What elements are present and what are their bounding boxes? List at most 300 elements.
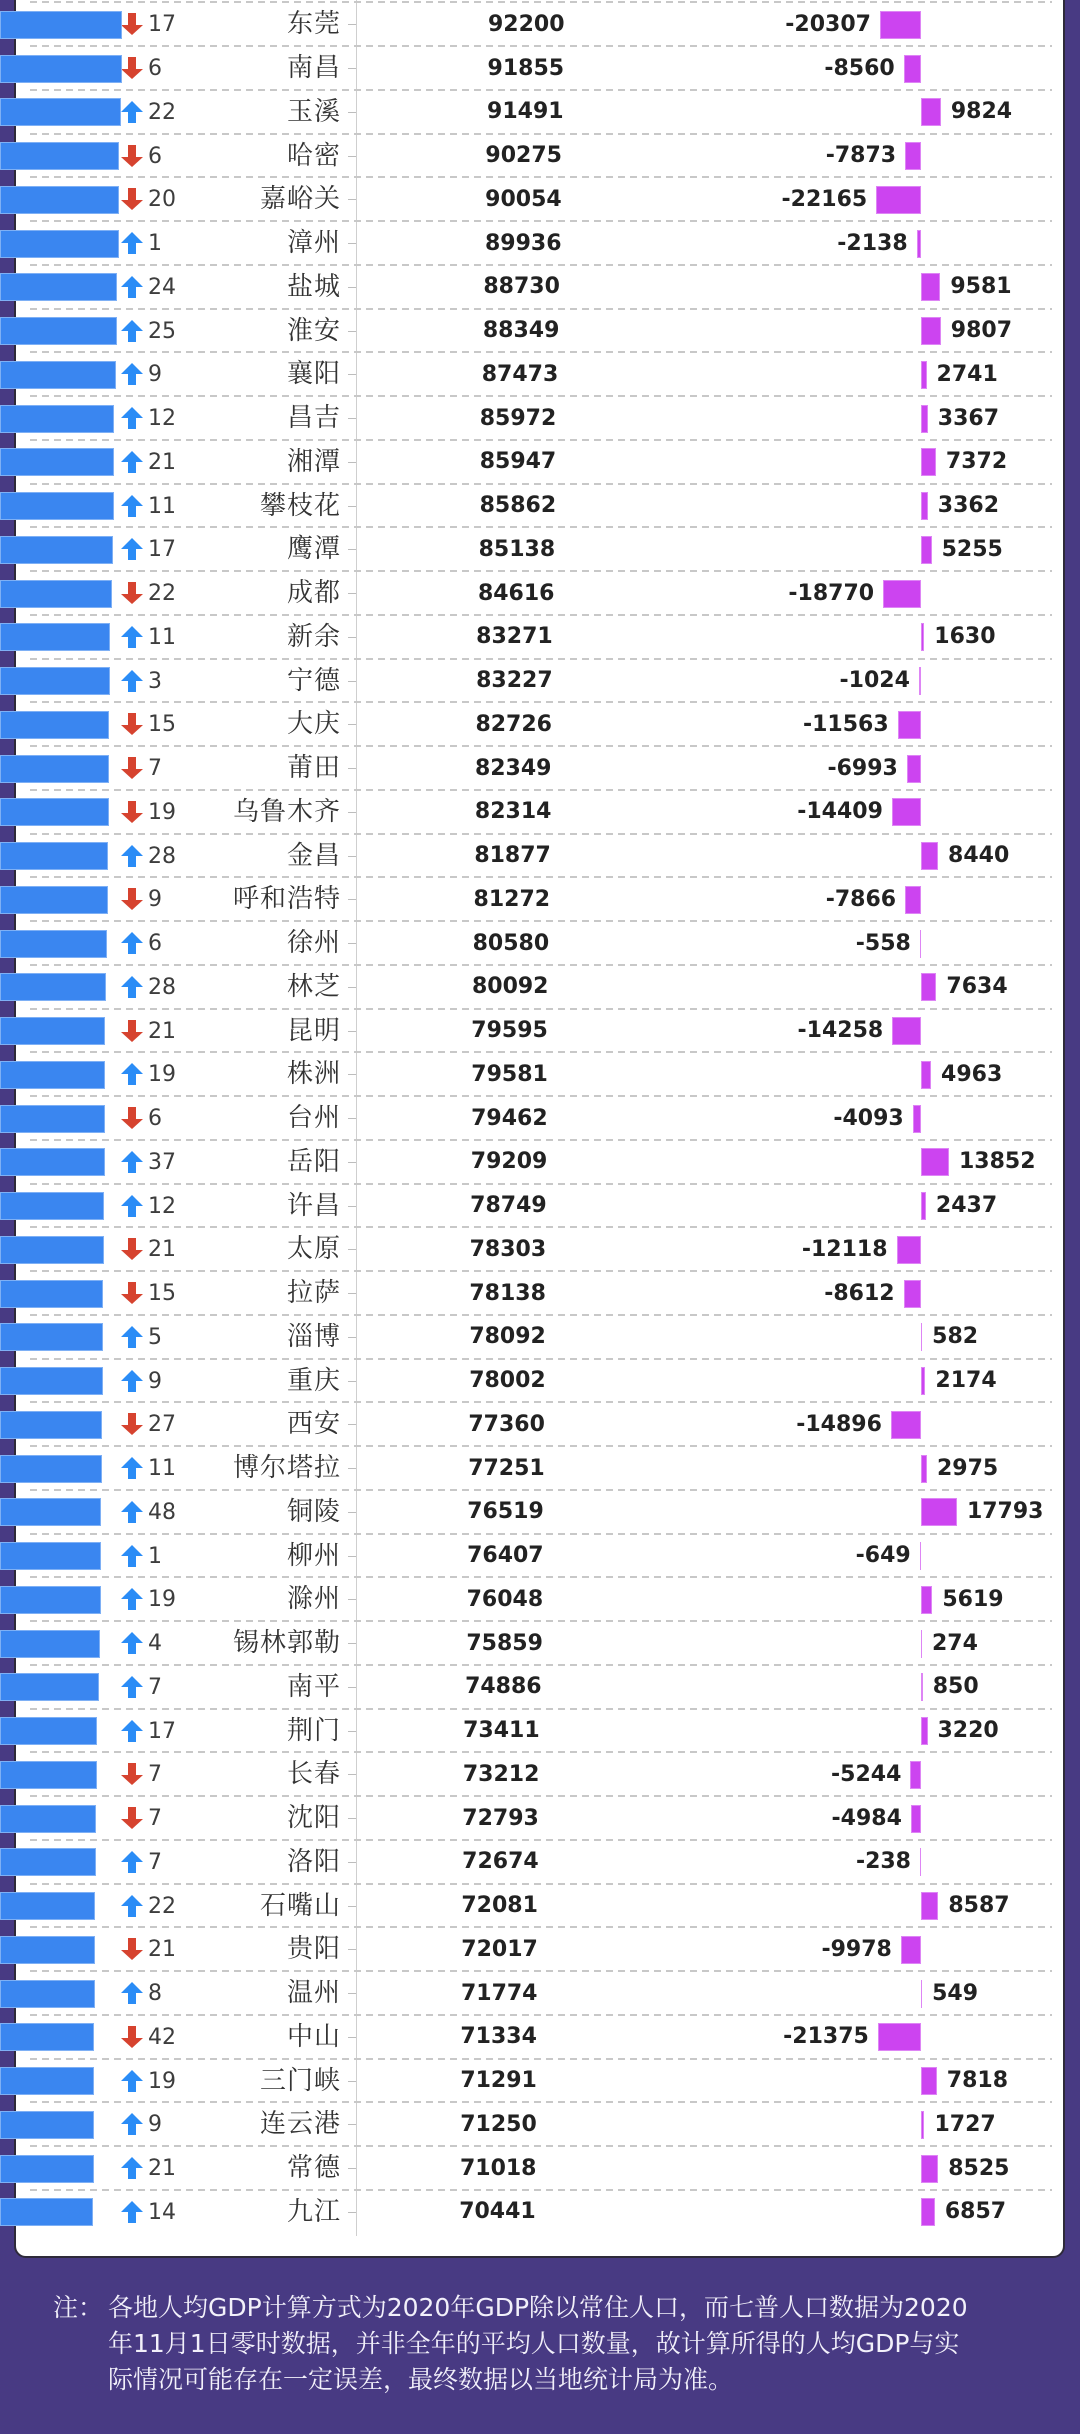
row-separator xyxy=(30,1183,1052,1185)
table-row xyxy=(0,395,1080,439)
rank-change-value: 7 xyxy=(148,1806,162,1831)
axis-tick xyxy=(348,243,356,244)
change-label: 274 xyxy=(932,1630,978,1656)
rank-change-value: 15 xyxy=(148,1281,176,1306)
change-label: 3362 xyxy=(937,493,1000,518)
rank-change-value: 24 xyxy=(148,274,176,300)
change-label: -14896 xyxy=(796,1411,882,1437)
city-name: 嘉峪关 xyxy=(259,184,341,215)
value-bar xyxy=(0,1980,95,2008)
rank-change-value: 15 xyxy=(148,712,176,738)
row-separator xyxy=(30,1883,1052,1885)
city-name: 莆田 xyxy=(286,753,341,783)
change-label: -22165 xyxy=(781,186,868,212)
arrow-down-icon xyxy=(121,1282,143,1304)
axis-tick xyxy=(348,1381,356,1382)
table-row xyxy=(0,1095,1080,1139)
arrow-down-icon xyxy=(121,1807,143,1829)
axis-tick xyxy=(348,418,356,419)
row-separator xyxy=(30,1314,1052,1316)
city-name: 哈密 xyxy=(286,140,341,171)
city-name: 常德 xyxy=(286,2153,341,2183)
value-bar xyxy=(0,1805,96,1833)
change-label: -4984 xyxy=(831,1805,902,1831)
change-bar xyxy=(921,536,932,564)
row-separator xyxy=(30,1533,1052,1535)
value-label: 90275 xyxy=(485,143,562,168)
rank-change-value: 9 xyxy=(148,2112,162,2138)
row-separator xyxy=(30,1751,1052,1753)
change-bar xyxy=(921,1323,922,1351)
axis-tick xyxy=(348,2037,356,2038)
city-name: 连云港 xyxy=(259,2109,341,2140)
row-separator xyxy=(30,1839,1052,1841)
table-row xyxy=(0,1445,1080,1489)
axis-tick xyxy=(348,768,356,769)
axis-tick xyxy=(348,506,356,507)
arrow-up-icon xyxy=(121,1676,143,1698)
table-row xyxy=(0,1008,1080,1052)
arrow-down-icon xyxy=(121,757,143,779)
city-name: 新余 xyxy=(286,621,341,652)
value-label: 74886 xyxy=(465,1674,542,1700)
rank-change-value: 8 xyxy=(148,1981,162,2006)
value-bar xyxy=(0,1498,101,1526)
axis-tick xyxy=(348,1424,356,1425)
change-bar xyxy=(921,1630,922,1658)
city-name: 昆明 xyxy=(286,1015,341,1046)
table-row xyxy=(0,1051,1080,1095)
change-bar xyxy=(921,1148,949,1176)
rank-change-value: 27 xyxy=(148,1412,176,1438)
change-label: 549 xyxy=(932,1980,979,2006)
rank-change-value: 7 xyxy=(148,1762,162,1788)
table-row xyxy=(0,964,1080,1008)
city-name: 淄博 xyxy=(286,1321,341,1352)
table-row xyxy=(0,526,1080,570)
value-label: 78002 xyxy=(469,1368,546,1393)
value-label: 79462 xyxy=(471,1105,548,1131)
arrow-up-icon xyxy=(121,626,143,648)
value-bar xyxy=(0,1105,105,1133)
rank-change-value: 28 xyxy=(148,843,176,869)
footnote-line: 各地人均GDP计算方式为2020年GDP除以常住人口，而七普人口数据为2020 xyxy=(108,2293,968,2322)
city-name: 昌吉 xyxy=(286,403,341,433)
value-label: 71774 xyxy=(460,1980,538,2006)
change-label: -6993 xyxy=(827,755,898,781)
city-name: 金昌 xyxy=(286,840,341,871)
change-label: 5255 xyxy=(941,536,1003,562)
table-row xyxy=(0,2145,1080,2189)
change-label: 8525 xyxy=(948,2155,1010,2181)
value-bar xyxy=(0,2198,93,2226)
rank-change-value: 17 xyxy=(148,1718,176,1744)
row-separator xyxy=(30,876,1052,878)
city-name: 岳阳 xyxy=(286,1146,341,1177)
row-separator xyxy=(30,308,1052,310)
row-separator xyxy=(30,1664,1052,1666)
city-name: 淮安 xyxy=(286,315,341,346)
value-bar xyxy=(0,2155,94,2183)
city-name: 南昌 xyxy=(286,53,341,83)
row-separator xyxy=(30,920,1052,922)
value-label: 92200 xyxy=(487,11,565,37)
change-label: 7818 xyxy=(946,2068,1009,2093)
table-row xyxy=(0,833,1080,877)
value-label: 87473 xyxy=(481,361,559,387)
value-bar xyxy=(0,1148,105,1176)
change-label: 13852 xyxy=(958,1149,1036,1175)
change-label: -8560 xyxy=(824,55,895,81)
axis-tick xyxy=(348,943,356,944)
table-row xyxy=(0,1926,1080,1970)
change-bar xyxy=(921,448,936,476)
arrow-down-icon xyxy=(121,713,143,735)
rank-change-value: 7 xyxy=(148,756,162,781)
axis-tick xyxy=(348,1599,356,1600)
axis-tick xyxy=(348,1512,356,1513)
value-label: 85862 xyxy=(479,493,557,518)
arrow-up-icon xyxy=(121,1982,143,2004)
axis-tick xyxy=(348,156,356,157)
axis-tick xyxy=(348,593,356,594)
axis-tick xyxy=(348,1862,356,1863)
change-bar xyxy=(921,842,938,870)
table-row xyxy=(0,351,1080,395)
value-label: 82314 xyxy=(474,799,552,825)
change-bar xyxy=(904,1280,921,1308)
value-label: 83227 xyxy=(476,668,553,693)
rank-change-value: 22 xyxy=(148,581,176,606)
axis-tick xyxy=(348,68,356,69)
change-label: 1727 xyxy=(934,2111,996,2137)
axis-tick xyxy=(348,1774,356,1775)
value-bar xyxy=(0,1673,99,1701)
value-bar xyxy=(0,1542,101,1570)
value-bar xyxy=(0,1411,102,1439)
value-label: 91491 xyxy=(487,99,564,125)
change-label: 9807 xyxy=(950,318,1013,343)
row-separator xyxy=(30,570,1052,572)
rank-change-value: 9 xyxy=(148,1368,162,1394)
table-row xyxy=(0,1314,1080,1358)
footnote-line: 年11月1日零时数据，并非全年的平均人口数量，故计算所得的人均GDP与实 xyxy=(108,2329,960,2358)
change-label: 8440 xyxy=(948,843,1010,868)
change-label: -18770 xyxy=(788,580,875,606)
value-bar xyxy=(0,317,117,345)
rank-change-value: 17 xyxy=(148,12,176,38)
arrow-up-icon xyxy=(121,2070,143,2092)
value-bar xyxy=(0,1280,103,1308)
value-bar xyxy=(0,755,109,783)
table-row xyxy=(0,1576,1080,1620)
change-bar xyxy=(920,930,921,958)
city-name: 林芝 xyxy=(286,971,341,1002)
value-label: 85947 xyxy=(479,449,557,475)
axis-tick xyxy=(348,1949,356,1950)
city-name: 三门峡 xyxy=(259,2065,341,2096)
change-bar xyxy=(891,1411,921,1439)
value-label: 72793 xyxy=(462,1805,539,1831)
value-label: 82726 xyxy=(475,711,552,737)
city-name: 台州 xyxy=(286,1103,341,1133)
row-separator xyxy=(30,264,1052,266)
value-bar xyxy=(0,1017,105,1045)
row-separator xyxy=(30,439,1052,441)
arrow-up-icon xyxy=(121,1457,143,1479)
arrow-up-icon xyxy=(121,1895,143,1917)
row-separator xyxy=(30,614,1052,616)
change-label: -1024 xyxy=(839,668,910,693)
arrow-up-icon xyxy=(121,1063,143,1085)
value-label: 78749 xyxy=(470,1193,547,1218)
value-label: 72081 xyxy=(461,1893,538,1918)
change-label: -558 xyxy=(855,930,911,956)
rank-change-value: 4 xyxy=(148,1631,162,1656)
arrow-up-icon xyxy=(121,1501,143,1523)
value-bar xyxy=(0,623,110,651)
table-row xyxy=(0,1489,1080,1533)
axis-tick xyxy=(348,2168,356,2169)
value-bar xyxy=(0,1323,103,1351)
city-name: 西安 xyxy=(286,1409,341,1440)
city-name: 湘潭 xyxy=(286,446,341,477)
rank-change-value: 6 xyxy=(148,1106,162,1131)
change-label: -7866 xyxy=(825,886,897,912)
value-label: 71291 xyxy=(460,2068,537,2093)
value-bar xyxy=(0,1236,104,1264)
city-name: 温州 xyxy=(286,1978,341,2008)
table-row xyxy=(0,1839,1080,1883)
change-bar xyxy=(904,55,921,83)
city-name: 南平 xyxy=(286,1671,341,1702)
arrow-down-icon xyxy=(121,1107,143,1129)
arrow-down-icon xyxy=(121,1020,143,1042)
axis-tick xyxy=(348,1906,356,1907)
axis-tick xyxy=(348,1031,356,1032)
value-label: 81877 xyxy=(474,843,551,868)
value-label: 76048 xyxy=(466,1586,544,1612)
axis-tick xyxy=(348,2081,356,2082)
value-bar xyxy=(0,2111,94,2139)
change-label: -14409 xyxy=(797,799,883,825)
rank-change-value: 48 xyxy=(148,1499,176,1525)
rank-change-value: 20 xyxy=(148,187,176,213)
table-row xyxy=(0,483,1080,527)
arrow-up-icon xyxy=(121,407,143,429)
change-bar xyxy=(897,1236,921,1264)
value-label: 73411 xyxy=(463,1718,540,1743)
table-row xyxy=(0,1139,1080,1183)
row-separator xyxy=(30,1095,1052,1097)
value-bar xyxy=(0,98,121,126)
city-name: 徐州 xyxy=(286,928,341,958)
arrow-up-icon xyxy=(121,1195,143,1217)
arrow-down-icon xyxy=(121,582,143,604)
table-row xyxy=(0,1883,1080,1927)
table-row xyxy=(0,1664,1080,1708)
value-label: 78092 xyxy=(469,1324,546,1350)
table-row xyxy=(0,2101,1080,2145)
arrow-up-icon xyxy=(121,2201,143,2223)
arrow-up-icon xyxy=(121,451,143,473)
value-bar xyxy=(0,2023,94,2051)
change-label: 3367 xyxy=(937,405,1000,431)
change-label: 582 xyxy=(932,1324,979,1350)
arrow-up-icon xyxy=(121,932,143,954)
table-row xyxy=(0,1270,1080,1314)
city-name: 荆门 xyxy=(286,1715,341,1746)
value-bar xyxy=(0,448,114,476)
axis-tick xyxy=(348,462,356,463)
change-bar xyxy=(921,273,940,301)
arrow-down-icon xyxy=(121,801,143,823)
change-label: 2437 xyxy=(935,1193,998,1218)
rank-change-value: 11 xyxy=(148,493,176,519)
arrow-up-icon xyxy=(121,845,143,867)
row-separator xyxy=(30,1926,1052,1928)
change-bar xyxy=(921,973,936,1001)
value-bar xyxy=(0,186,119,214)
arrow-up-icon xyxy=(121,538,143,560)
value-bar xyxy=(0,1586,101,1614)
arrow-up-icon xyxy=(121,1720,143,1742)
row-separator xyxy=(30,2014,1052,2016)
change-label: -8612 xyxy=(824,1280,895,1306)
table-row xyxy=(0,133,1080,177)
value-label: 88730 xyxy=(483,274,560,300)
row-separator xyxy=(30,2058,1052,2060)
axis-tick xyxy=(348,1731,356,1732)
change-label: -20307 xyxy=(785,11,871,37)
row-separator xyxy=(30,526,1052,528)
row-separator xyxy=(30,2101,1052,2103)
city-name: 中山 xyxy=(286,2021,341,2052)
rank-change-value: 3 xyxy=(148,668,162,694)
rank-change-value: 42 xyxy=(148,2024,176,2050)
value-bar xyxy=(0,930,107,958)
change-label: -238 xyxy=(855,1849,911,1875)
row-separator xyxy=(30,2145,1052,2147)
value-bar xyxy=(0,798,109,826)
rank-change-value: 21 xyxy=(148,1018,176,1044)
table-row xyxy=(0,176,1080,220)
rank-change-value: 17 xyxy=(148,537,176,563)
footnote-prefix: 注： xyxy=(53,2293,104,2322)
city-name: 重庆 xyxy=(286,1365,341,1396)
value-label: 72674 xyxy=(462,1849,539,1875)
change-bar xyxy=(883,580,921,608)
change-bar xyxy=(876,186,921,214)
city-name: 攀枝花 xyxy=(259,490,341,521)
value-bar xyxy=(0,886,108,914)
axis-tick xyxy=(348,2212,356,2213)
rank-change-value: 6 xyxy=(148,56,162,81)
table-row xyxy=(0,1183,1080,1227)
axis-tick xyxy=(348,1337,356,1338)
change-bar xyxy=(921,2111,924,2139)
city-name: 铜陵 xyxy=(286,1496,341,1527)
row-separator xyxy=(30,1401,1052,1403)
change-bar xyxy=(911,1805,921,1833)
table-row xyxy=(0,570,1080,614)
row-separator xyxy=(30,1226,1052,1228)
arrow-down-icon xyxy=(121,57,143,79)
table-row xyxy=(0,1795,1080,1839)
value-label: 71250 xyxy=(460,2111,537,2137)
change-bar xyxy=(917,230,921,258)
change-bar xyxy=(921,1980,922,2008)
footnote xyxy=(53,2290,1033,2398)
arrow-up-icon xyxy=(121,363,143,385)
value-label: 77251 xyxy=(468,1455,545,1481)
change-bar xyxy=(907,755,921,783)
rank-change-value: 21 xyxy=(148,1937,176,1963)
rank-change-value: 9 xyxy=(148,362,162,388)
rank-change-value: 14 xyxy=(148,2199,176,2225)
arrow-up-icon xyxy=(121,495,143,517)
table-row xyxy=(0,2058,1080,2102)
table-row xyxy=(0,1,1080,45)
city-name: 东莞 xyxy=(286,9,341,40)
axis-tick xyxy=(348,1556,356,1557)
arrow-down-icon xyxy=(121,2026,143,2048)
arrow-up-icon xyxy=(121,1545,143,1567)
axis-tick xyxy=(348,812,356,813)
city-name: 九江 xyxy=(286,2196,341,2227)
row-separator xyxy=(30,1795,1052,1797)
value-label: 84616 xyxy=(477,580,555,606)
value-bar xyxy=(0,973,106,1001)
rank-change-value: 12 xyxy=(148,1193,176,1219)
footnote-body xyxy=(108,2290,1033,2398)
value-bar xyxy=(0,536,113,564)
change-label: -649 xyxy=(855,1543,911,1568)
arrow-down-icon xyxy=(121,13,143,35)
row-separator xyxy=(30,1576,1052,1578)
axis-tick xyxy=(348,1074,356,1075)
row-separator xyxy=(30,745,1052,747)
value-bar xyxy=(0,1061,105,1089)
change-bar xyxy=(921,2198,935,2226)
value-label: 80580 xyxy=(472,930,550,956)
value-label: 73212 xyxy=(462,1761,540,1787)
change-label: 2741 xyxy=(936,361,998,387)
city-name: 博尔塔拉 xyxy=(232,1453,341,1483)
rank-change-value: 6 xyxy=(148,143,162,169)
rank-change-value: 21 xyxy=(148,2156,176,2181)
arrow-up-icon xyxy=(121,670,143,692)
row-separator xyxy=(30,833,1052,835)
rank-change-value: 7 xyxy=(148,1674,162,1700)
value-label: 75859 xyxy=(466,1630,543,1656)
row-separator xyxy=(30,1,1052,3)
table-row xyxy=(0,658,1080,702)
city-name: 拉萨 xyxy=(286,1278,341,1308)
row-separator xyxy=(30,1139,1052,1141)
change-bar xyxy=(921,1673,923,1701)
rank-change-value: 6 xyxy=(148,931,162,956)
change-bar xyxy=(921,1061,931,1089)
table-row xyxy=(0,45,1080,89)
city-name: 玉溪 xyxy=(286,96,341,127)
value-label: 90054 xyxy=(485,186,562,212)
change-bar xyxy=(921,1586,932,1614)
arrow-down-icon xyxy=(121,1763,143,1785)
row-separator xyxy=(30,45,1052,47)
city-name: 鹰潭 xyxy=(286,534,341,565)
rank-change-value: 19 xyxy=(148,799,176,825)
